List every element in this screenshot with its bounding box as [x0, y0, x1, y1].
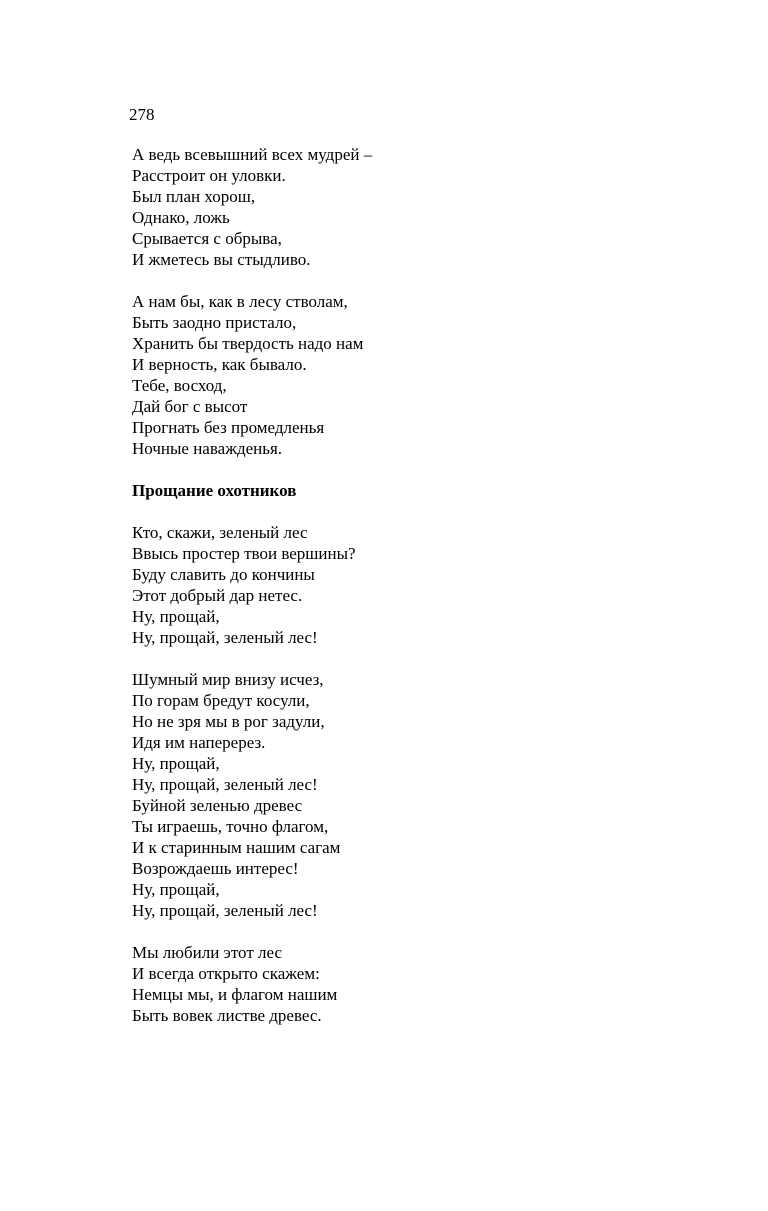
verse-line: Быть вовек листве древес. [132, 1006, 322, 1025]
verse-line: Ну, прощай, [132, 880, 220, 899]
verse-line: Прогнать без промедленья [132, 418, 325, 437]
stanza [132, 522, 692, 648]
verse-line: Шумный мир внизу исчез, [132, 670, 324, 689]
verse-line: А ведь всевышний всех мудрей – [132, 145, 373, 164]
verse-line: Тебе, восход, [132, 376, 227, 395]
stanza-gap [132, 459, 692, 480]
verse-line: Этот добрый дар нетес. [132, 586, 303, 605]
page-number: 278 [129, 105, 155, 124]
verse-line: Кто, скажи, зеленый лес [132, 523, 308, 542]
verse-line: Однако, ложь [132, 208, 230, 227]
verse-line: Ну, прощай, [132, 607, 220, 626]
verse-line: Но не зря мы в рог задули, [132, 712, 325, 731]
verse-line: И всегда открыто скажем: [132, 964, 320, 983]
verse-line: Идя им наперерез. [132, 733, 266, 752]
verse-line: Расстроит он уловки. [132, 166, 286, 185]
verse-line: Ну, прощай, зеленый лес! [132, 628, 318, 647]
verse-line: Мы любили этот лес [132, 943, 283, 962]
poem-title: Прощание охотников [132, 481, 297, 500]
stanza [132, 144, 692, 270]
stanza-gap [132, 270, 692, 291]
verse-line: Буду славить до кончины [132, 565, 315, 584]
verse-line: Буйной зеленью древес [132, 796, 303, 815]
stanza [132, 942, 692, 1026]
verse-line: Возрождаешь интерес! [132, 859, 299, 878]
verse-line: И к старинным нашим сагам [132, 838, 341, 857]
verse-line: Ночные наважденья. [132, 439, 283, 458]
verse-line: Ты играешь, точно флагом, [132, 817, 329, 836]
verse-line: Быть заодно пристало, [132, 313, 297, 332]
verse-line: И жметесь вы стыдливо. [132, 250, 311, 269]
page-text [132, 144, 692, 1026]
verse-line: Ну, прощай, зеленый лес! [132, 775, 318, 794]
verse-line: Был план хорош, [132, 187, 256, 206]
verse-line: Хранить бы твердость надо нам [132, 334, 364, 353]
verse-line: Ну, прощай, зеленый лес! [132, 901, 318, 920]
stanza-gap [132, 648, 692, 669]
verse-line: Срывается с обрыва, [132, 229, 282, 248]
verse-line: Ну, прощай, [132, 754, 220, 773]
verse-line: Ввысь простер твои вершины? [132, 544, 356, 563]
stanza [132, 291, 692, 459]
stanza [132, 669, 692, 921]
verse-line: И верность, как бывало. [132, 355, 307, 374]
verse-line: А нам бы, как в лесу стволам, [132, 292, 348, 311]
verse-line: По горам бредут косули, [132, 691, 310, 710]
verse-line: Дай бог с высот [132, 397, 248, 416]
stanza-gap [132, 921, 692, 942]
verse-line: Немцы мы, и флагом нашим [132, 985, 338, 1004]
stanza-gap [132, 501, 692, 522]
